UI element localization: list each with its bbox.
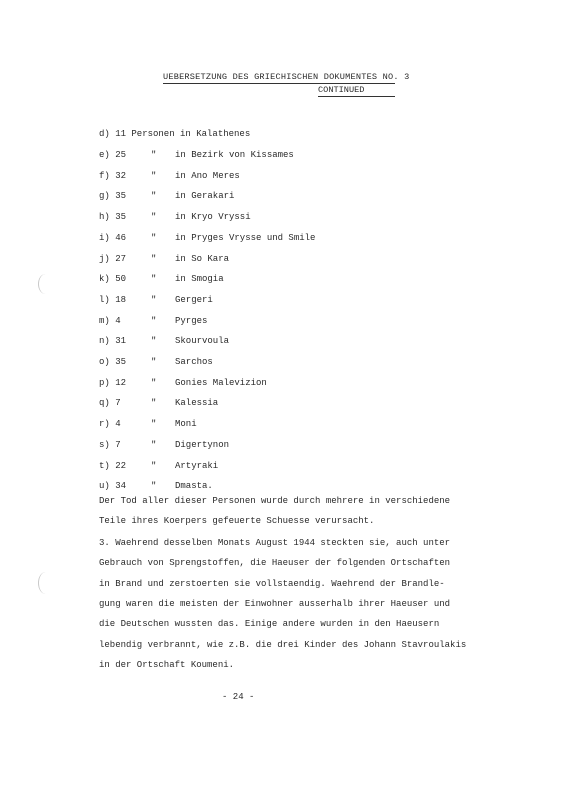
list-item-place: Gonies Malevizion: [175, 377, 267, 388]
list-item-place: Dmasta.: [175, 481, 213, 492]
paragraph-line: lebendig verbrannt, wie z.B. die drei Kinder des Johann Stavroulakis: [99, 639, 467, 650]
list-item-text: d) 11 Personen in Kalathenes: [99, 129, 251, 139]
list-item-place: in Ano Meres: [175, 170, 240, 181]
list-item-count: l) 18: [99, 294, 127, 305]
punch-hole-mark: [38, 572, 53, 594]
ditto-mark: ": [151, 315, 157, 326]
list-item-place: Artyraki: [175, 460, 219, 471]
list-item-count: i) 46: [99, 232, 127, 243]
list-item-count: s) 7: [99, 439, 121, 450]
list-item-count: t) 22: [99, 460, 127, 471]
ditto-mark: ": [151, 377, 157, 388]
ditto-mark: ": [151, 460, 157, 471]
paragraph-line: Gebrauch von Sprengstoffen, die Haeuser der folgenden Ortschaften: [99, 558, 451, 569]
ditto-mark: ": [151, 336, 157, 347]
list-item-place: in So Kara: [175, 253, 230, 264]
title-underline: [163, 83, 395, 84]
list-item-place: Gergeri: [175, 294, 213, 305]
list-item-intro: [99, 129, 250, 142]
paragraph-line: die Deutschen wussten das. Einige andere wurden in den Haeusern: [99, 619, 440, 630]
list-item-count: h) 35: [99, 212, 127, 223]
list-item-place: Pyrges: [175, 315, 208, 326]
ditto-mark: ": [151, 439, 157, 450]
list-item-count: m) 4: [99, 315, 121, 326]
list-item-place: Moni: [175, 419, 197, 430]
ditto-mark: ": [151, 191, 157, 202]
list-item-place: Digertynon: [175, 439, 230, 450]
page-number: - 24 -: [222, 692, 255, 702]
list-item-place: Skourvoula: [175, 336, 230, 347]
ditto-mark: ": [151, 294, 157, 305]
ditto-mark: ": [151, 357, 157, 367]
list-item-count: p) 12: [99, 377, 127, 388]
list-item-count: q) 7: [99, 398, 121, 409]
document-subtitle: CONTINUED: [318, 85, 365, 95]
ditto-mark: ": [151, 170, 157, 181]
paragraph-line: Der Tod aller dieser Personen wurde durch mehrere in verschiedene: [99, 496, 451, 506]
list-item-count: n) 31: [99, 336, 127, 347]
list-item-place: in Smogia: [175, 274, 224, 285]
punch-hole-mark: [38, 274, 53, 294]
document-title: UEBERSETZUNG DES GRIECHISCHEN DOKUMENTES NO. 3: [163, 72, 410, 82]
ditto-mark: ": [151, 419, 157, 430]
ditto-mark: ": [151, 398, 157, 409]
paragraph-line: Teile ihres Koerpers gefeuerte Schuesse verursacht.: [99, 516, 375, 527]
paragraph-line: in der Ortschaft Koumeni.: [99, 659, 235, 670]
list-item-count: f) 32: [99, 170, 127, 181]
ditto-mark: ": [151, 481, 157, 492]
list-item-place: in Bezirk von Kissames: [175, 150, 294, 160]
list-item-count: r) 4: [99, 419, 121, 430]
paragraph-line: in Brand und zerstoerten sie vollstaendig. Waehrend der Brandle-: [99, 578, 445, 589]
list-item-count: e) 25: [99, 150, 127, 160]
list-item-place: in Kryo Vryssi: [175, 212, 251, 223]
list-item-place: in Pryges Vrysse und Smile: [175, 232, 316, 243]
ditto-mark: ": [151, 212, 157, 223]
subtitle-underline: [318, 96, 395, 97]
ditto-mark: ": [151, 274, 157, 285]
list-item-place: Sarchos: [175, 357, 213, 367]
list-item-count: j) 27: [99, 253, 127, 264]
ditto-mark: ": [151, 150, 157, 160]
ditto-mark: ": [151, 232, 157, 243]
list-item-count: g) 35: [99, 191, 127, 202]
list-item-count: k) 50: [99, 274, 127, 285]
list-item-place: Kalessia: [175, 398, 219, 409]
paragraph-line: gung waren die meisten der Einwohner ausserhalb ihrer Haeuser und: [99, 598, 451, 609]
list-item-place: in Gerakari: [175, 191, 235, 202]
list-item-count: o) 35: [99, 357, 127, 367]
ditto-mark: ": [151, 253, 157, 264]
paragraph-line: 3. Waehrend desselben Monats August 1944 steckten sie, auch unter: [99, 538, 451, 548]
list-item-count: u) 34: [99, 481, 127, 492]
